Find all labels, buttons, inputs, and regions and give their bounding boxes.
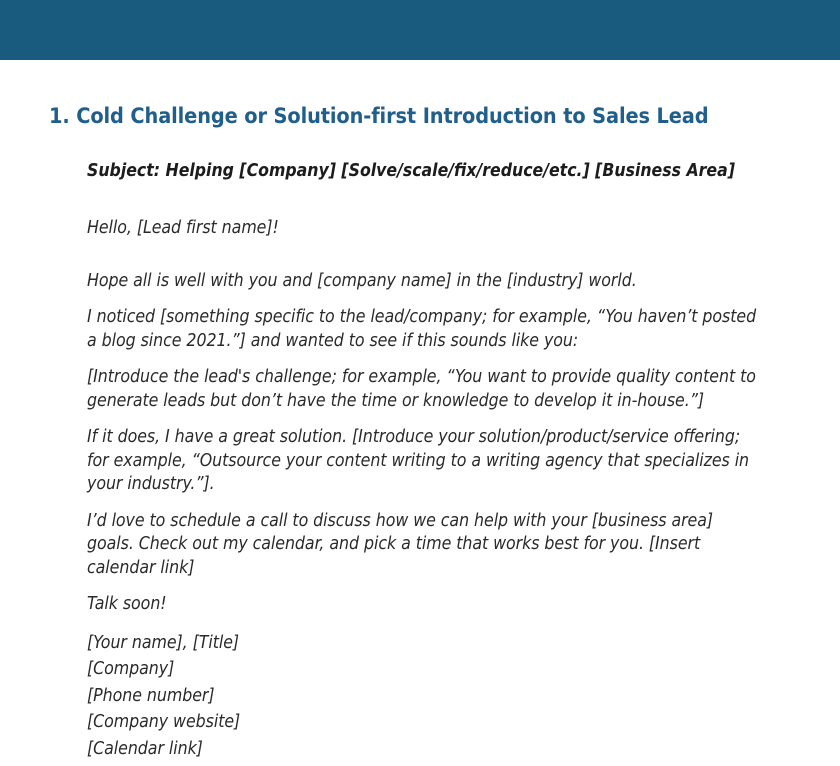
email-subject-line: Subject: Helping [Company] [Solve/scale/fix/reduce/etc.] [Business Area] [87,161,735,181]
email-paragraph-1: Hope all is well with you and [company name] in the [industry] world. [87,270,637,291]
email-signature-block [87,630,763,763]
email-paragraph-2: I noticed [something specific to the lead/company; for example, “You haven’t posted a blog since 2021.”] and wanted to see if this sounds like you: [87,307,757,351]
email-greeting: Hello, [Lead first name]! [87,218,279,238]
signature-line-phone: [Phone number] [87,685,215,706]
page-title: 1. Cold Challenge or Solution-first Introduction to Sales Lead [49,104,709,129]
signature-line-website: [Company website] [87,712,241,732]
signature-line-company: [Company] [87,659,175,679]
email-paragraph-3: [Introduce the lead's challenge; for example, “You want to provide quality content to generate leads but don’t have the time or knowledge to develop it in-house.”] [87,367,756,411]
header-band [0,0,840,60]
signature-line-name-title: [Your name], [Title] [87,632,240,653]
email-signoff: Talk soon! [87,594,167,614]
email-paragraph-5: I’d love to schedule a call to discuss how we can help with your [business area] goals. Check out my calendar, and pick a time that works best for you. [Insert calendar link] [87,510,714,578]
signature-line-calendar: [Calendar link] [87,738,203,759]
email-paragraph-4: If it does, I have a great solution. [Introduce your solution/product/service offering; for example, “Outsource your content writing to a writing agency that specializes in your industry.”]. [87,427,750,494]
email-template-body [87,160,763,762]
